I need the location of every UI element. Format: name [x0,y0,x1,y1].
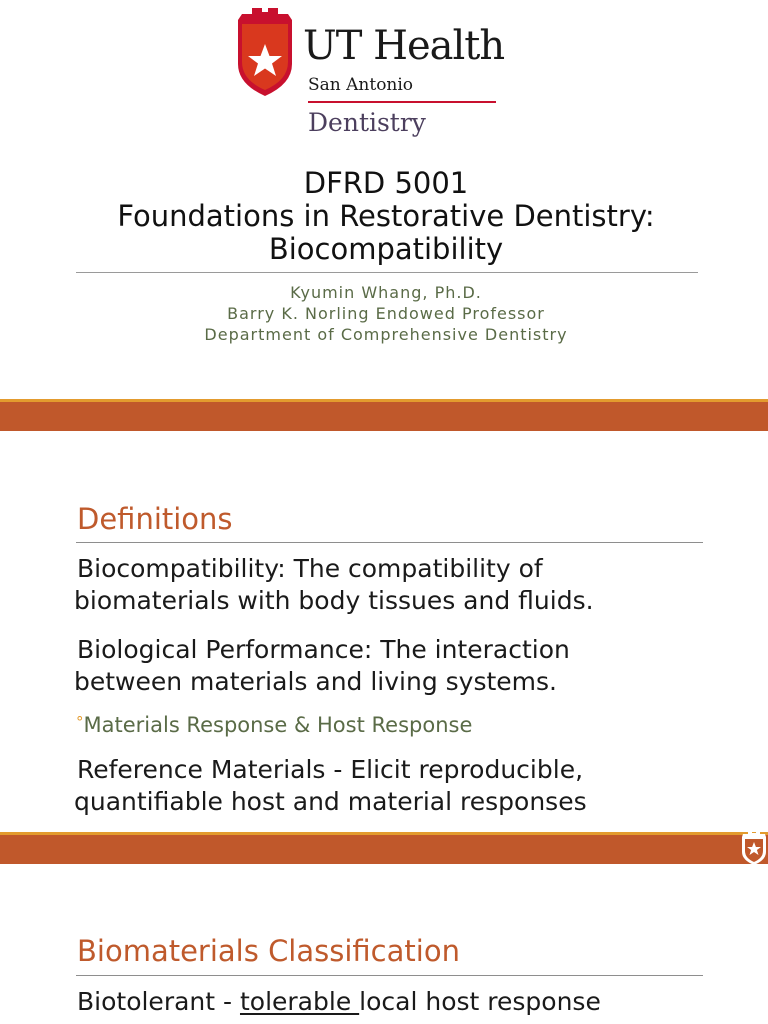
course-title-line-2: Biocompatibility [268,232,504,266]
classification-prefix: Biotolerant - [77,987,240,1016]
logo-divider [308,101,496,103]
slide-separator-band [0,399,768,431]
logo-school: Dentistry [308,108,426,137]
title-block [40,167,732,266]
star-shield-icon [740,830,768,866]
definition-item [74,634,694,698]
presenter-name: Kyumin Whang, Ph.D. [290,283,482,302]
bullet-marker: ° [76,713,84,731]
definition-line: biomaterials with body tissues and fluids. [74,586,594,615]
classification-suffix: local host response [359,987,601,1016]
classification-underlined-term: tolerable [239,987,360,1016]
course-code: DFRD 5001 [303,166,469,200]
definition-line: quantifiable host and material responses [74,787,587,816]
logo-name: UT Health [303,23,505,69]
classification-heading: Biomaterials Classification [77,934,460,968]
definition-item [74,553,694,617]
classification-divider [76,975,703,976]
presenter-position: Barry K. Norling Endowed Professor [227,304,545,323]
classification-item [74,986,694,1018]
presenter-department: Department of Comprehensive Dentistry [204,325,568,344]
definition-line: between materials and living systems. [74,667,557,696]
definitions-divider [76,542,703,543]
definition-item [74,754,694,818]
definitions-heading: Definitions [77,502,233,536]
classification-line [74,986,694,1018]
star-shield-icon [234,6,296,98]
definition-line: Reference Materials - Elicit reproducible, [77,755,584,784]
definition-line: Biological Performance: The interaction [77,635,570,664]
course-title-line-1: Foundations in Restorative Dentistry: [117,199,655,233]
definition-line: Biocompatibility: The compatibility of [77,554,543,583]
title-divider [76,272,698,273]
presenter-block [40,282,732,345]
logo-city: San Antonio [308,75,414,95]
sub-bullet-text: Materials Response & Host Response [83,713,473,737]
ut-health-logo [230,2,510,142]
slide-separator-band [0,832,768,864]
definition-sub-bullet [76,708,472,739]
